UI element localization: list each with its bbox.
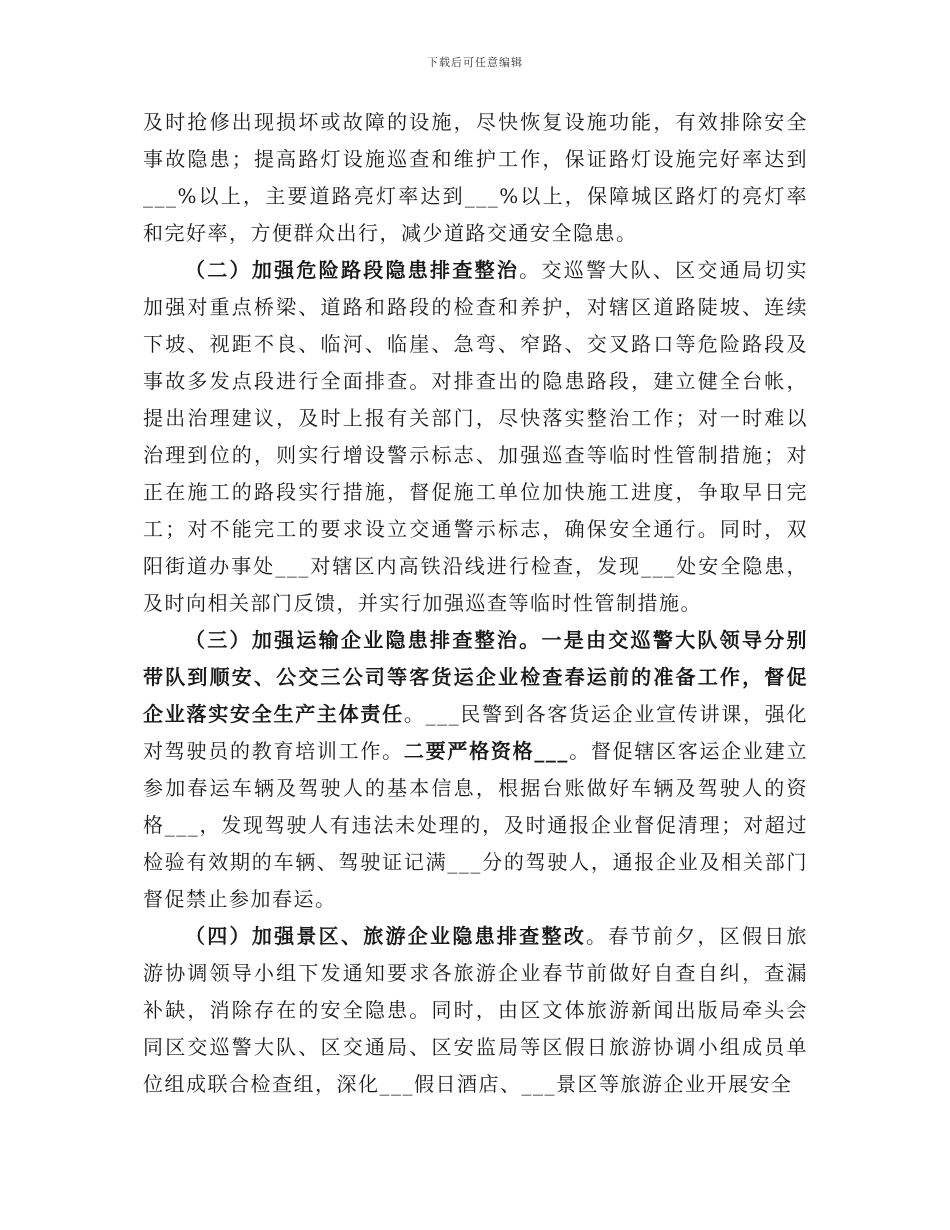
section-heading-2: （二）加强危险路段隐患排查整治 bbox=[185, 258, 520, 282]
paragraph-3-bold-phrase: 二要严格资格___ bbox=[403, 739, 569, 763]
section-heading-3: （三）加强运输企业隐患排查整治。一是由交巡警大队领导分别带队到顺安、公交三公司等客货运企业检查春运前的准备工作，督促企业落实安全生产主体责任 bbox=[143, 628, 808, 726]
document-body bbox=[143, 104, 808, 1103]
paragraph-3-text-a: 。___民警到各客货运企业宣传讲课，强化对驾驶员的教育培训工作。 bbox=[143, 702, 809, 763]
section-heading-4: （四）加强景区、旅游企业隐患排查整改 bbox=[185, 924, 586, 948]
paragraph-2 bbox=[143, 252, 808, 622]
paragraph-2-text: 。交巡警大队、区交通局切实加强对重点桥梁、道路和路段的检查和养护，对辖区道路陡坡、连续下坡、视距不良、临河、临崖、急弯、窄路、交叉路口等危险路段及事故多发点段进行全面排查。对排查出的隐患路段，建立健全台帐，提出治理建议，及时上报有关部门，尽快落实整治工作；对一时难以治理到位的，则实行增设警示标志、加强巡查等临时性管制措施；对正在施工的路段实行措施，督促施工单位加快施工进度，争取早日完工；对不能完工的要求设立交通警示标志，确保安全通行。同时，双阳街道办事处___对辖区内高铁沿线进行检查，发现___处安全隐患，及时向相关部门反馈，并实行加强巡查等临时性管制措施。 bbox=[143, 258, 809, 615]
paragraph-1 bbox=[143, 104, 808, 252]
paragraph-4 bbox=[143, 918, 808, 1103]
paragraph-1-text: 及时抢修出现损坏或故障的设施，尽快恢复设施功能，有效排除安全事故隐患；提高路灯设施巡查和维护工作，保证路灯设施完好率达到___%以上，主要道路亮灯率达到___%以上，保障城区路灯的亮灯率和完好率，方便群众出行，减少道路交通安全隐患。 bbox=[143, 110, 808, 245]
paragraph-3-text-b: 。督促辖区客运企业建立参加春运车辆及驾驶人的基本信息，根据台账做好车辆及驾驶人的资格___，发现驾驶人有违法未处理的，及时通报企业督促清理；对超过检验有效期的车辆、驾驶证记满___分的驾驶人，通报企业及相关部门督促禁止参加春运。 bbox=[143, 739, 809, 911]
paragraph-3 bbox=[143, 622, 808, 918]
page-header: 下载后可任意编辑 bbox=[427, 56, 523, 69]
paragraph-4-text: 。春节前夕，区假日旅游协调领导小组下发通知要求各旅游企业春节前做好自查自纠，查漏补缺，消除存在的安全隐患。同时，由区文体旅游新闻出版局牵头会同区交巡警大队、区交通局、区安监局等区假日旅游协调小组成员单位组成联合检查组，深化___假日酒店、___景区等旅游企业开展安全 bbox=[143, 924, 808, 1096]
